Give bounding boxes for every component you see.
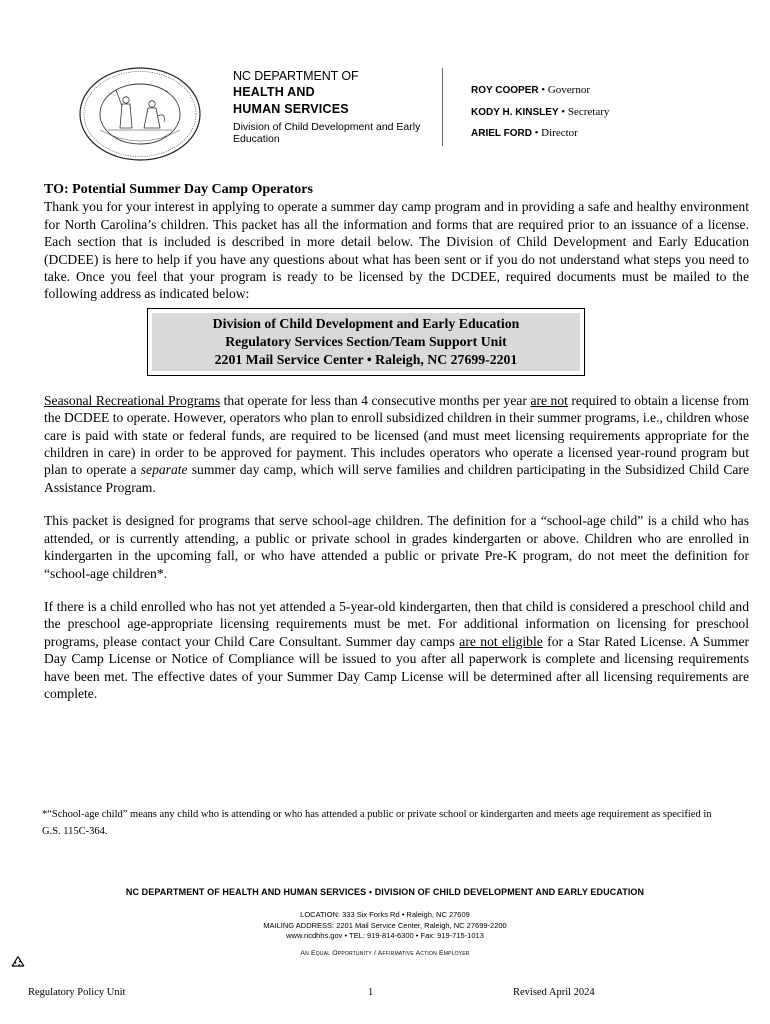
mailing-address-box: [147, 308, 585, 376]
division-name: Division of Child Development and Early Education: [233, 121, 421, 145]
address-line1: Division of Child Development and Early Education: [212, 315, 520, 331]
officials-list: [471, 82, 609, 147]
footer-eeo: An Equal Opportunity / Affirmative Action Employer: [300, 950, 470, 957]
state-seal-logo: [78, 66, 202, 162]
official-title: Secretary: [567, 105, 610, 118]
footer-address: [0, 910, 770, 942]
footer-department: NC DEPARTMENT OF HEALTH AND HUMAN SERVICES • DIVISION OF CHILD DEVELOPMENT AND EARLY EDUCATION: [125, 887, 645, 897]
seasonal-programs-paragraph: Seasonal Recreational Programs that operate for less than 4 consecutive months per year are not required to obtain a license from the DCDEE to operate. However, operators who plan to enroll subsidized children in their summer programs, i.e., children whose care is paid with state or federal funds, are required to be licensed (and must meet licensing requirements appropriate for the children in care) in order to be approved for payment. This includes operators who operate a licensed year-round program but plan to operate a separate summer day camp, which will serve families and children participating in the Subsidized Child Care Assistance Program.: [44, 392, 749, 495]
official-title: Governor: [547, 84, 590, 96]
separate-emphasis: separate: [140, 462, 188, 478]
recycle-icon: [10, 955, 26, 971]
to-line: TO: Potential Summer Day Camp Operators: [44, 182, 313, 197]
are-not-emphasis: are not: [530, 392, 568, 408]
dept-line2: HEALTH AND: [233, 85, 315, 99]
letter-body: [44, 181, 749, 702]
dept-line3: HUMAN SERVICES: [233, 102, 349, 116]
official-secretary: KODY H. KINSLEY • Secretary: [471, 105, 610, 118]
intro-paragraph: Thank you for your interest in applying to operate a summer day camp program and in providing a safe and healthy environment for North Carolina’s children. This packet has all the information and forms that are required prior to an issuance of a license. Each section that is included is described in more detail below. The Division of Child Development and Early Education (DCDEE) is here to help if you have any questions about what has been sent or if you do not understand what steps you need to take. Once you feel that your program is ready to be licensed by the DCDEE, required documents must be mailed to the following address as indicated below:: [44, 199, 749, 302]
seasonal-programs-term: Seasonal Recreational Programs: [44, 392, 221, 408]
address-line2: Regulatory Services Section/Team Support Unit: [225, 333, 507, 349]
address-line3: 2201 Mail Service Center • Raleigh, NC 27699-2201: [214, 351, 518, 367]
school-age-paragraph: This packet is designed for programs that serve school-age children. The definition for a “school-age child” is a child who has attended, or is currently attending, a public or private school in grades kindergarten or above. Children who are enrolled in kindergarten in the upcoming fall, or who have attended a public or private Pre-K program, do not meet the definition for “school-age children*.: [44, 513, 749, 581]
header-divider: [442, 68, 443, 146]
not-eligible-emphasis: are not eligible: [459, 633, 543, 649]
official-director: ARIEL FORD • Director: [471, 127, 578, 139]
department-header: [233, 69, 438, 145]
footer-mailing: MAILING ADDRESS: 2201 Mail Service Center, Raleigh, NC 27699-2200: [263, 920, 507, 930]
official-name: ROY COOPER: [471, 85, 539, 96]
footnote: *“School-age child” means any child who is attending or who has attended a public or private school or kindergarten and meets age requirement as specified in G.S. 115C-364.: [42, 809, 712, 837]
official-name: KODY H. KINSLEY: [471, 106, 559, 118]
official-governor: ROY COOPER • Governor: [471, 84, 590, 96]
page-footer-right: Revised April 2024: [513, 987, 595, 998]
page-number: 1: [368, 987, 374, 998]
dept-line1: NC DEPARTMENT OF: [233, 69, 359, 83]
page-footer-left: Regulatory Policy Unit: [28, 987, 126, 998]
footer-location: LOCATION: 333 Six Forks Rd • Raleigh, NC 27609: [300, 910, 470, 919]
preschool-paragraph: If there is a child enrolled who has not yet attended a 5-year-old kindergarten, then that child is considered a preschool child and the preschool age-appropriate licensing requirements must be met. For additional information on licensing for preschool programs, please contact your Child Care Consultant. Summer day camps are not eligible for a Star Rated License. A Summer Day Camp License or Notice of Compliance will be issued to you after all paperwork is complete and licensing requirements have been met. The effective dates of your Summer Day Camp License will be determined after all licensing requirements are complete.: [44, 598, 750, 701]
official-title: Director: [541, 127, 578, 139]
footer-contact: www.ncdhhs.gov • TEL: 919-814-6300 • Fax: 919-715-1013: [286, 931, 484, 940]
official-name: ARIEL FORD: [471, 128, 532, 139]
